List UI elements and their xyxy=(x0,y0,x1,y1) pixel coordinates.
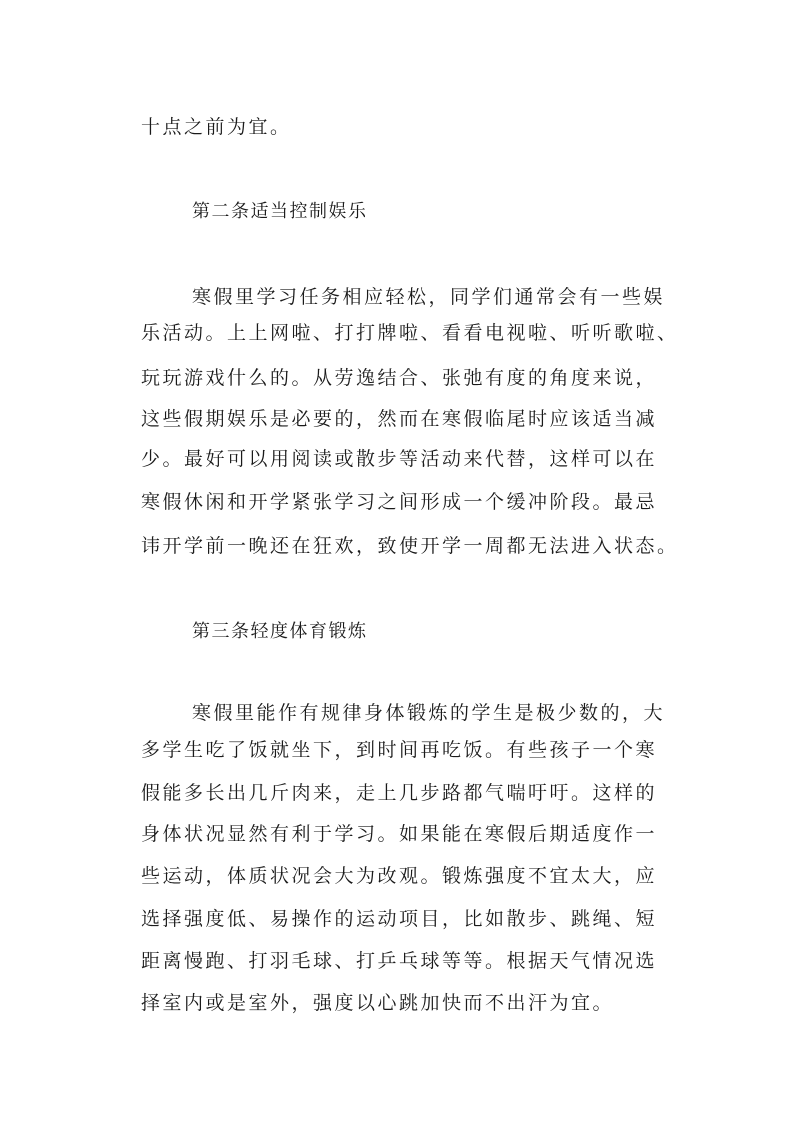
paragraph-line: 少。最好可以用阅读或散步等活动来代替，这样可以在 xyxy=(141,448,658,470)
paragraph-line: 择室内或是室外，强度以心跳加快而不出汗为宜。 xyxy=(141,992,615,1014)
paragraph-line: 多学生吃了饭就坐下，到时间再吃饭。有些孩子一个寒 xyxy=(141,739,658,761)
paragraph-line: 乐活动。上上网啦、打打牌啦、看看电视啦、听听歌啦、 xyxy=(141,322,679,344)
paragraph-line: 讳开学前一晚还在狂欢，致使开学一周都无法进入状态。 xyxy=(141,535,679,557)
paragraph-line: 玩玩游戏什么的。从劳逸结合、张弛有度的角度来说， xyxy=(141,367,658,389)
paragraph-line: 身体状况显然有利于学习。如果能在寒假后期适度作一 xyxy=(141,823,658,845)
paragraph-line: 十点之前为宜。 xyxy=(141,116,292,138)
section-heading: 第二条适当控制娱乐 xyxy=(192,201,368,222)
paragraph-line: 些运动，体质状况会大为改观。锻炼强度不宜太大，应 xyxy=(141,865,658,887)
paragraph-line: 寒假里能作有规律身体锻炼的学生是极少数的，大 xyxy=(192,702,666,724)
section-heading: 第三条轻度体育锻炼 xyxy=(192,621,368,642)
paragraph-line: 这些假期娱乐是必要的，然而在寒假临尾时应该适当减 xyxy=(141,408,658,430)
paragraph-line: 寒假里学习任务相应轻松，同学们通常会有一些娱 xyxy=(192,286,666,308)
paragraph-line: 选择强度低、易操作的运动项目，比如散步、跳绳、短 xyxy=(141,908,658,930)
paragraph-line: 寒假休闲和开学紧张学习之间形成一个缓冲阶段。最忌 xyxy=(141,491,658,513)
paragraph-line: 距离慢跑、打羽毛球、打乒乓球等等。根据天气情况选 xyxy=(141,950,658,972)
paragraph-line: 假能多长出几斤肉来，走上几步路都气喘吁吁。这样的 xyxy=(141,782,658,804)
